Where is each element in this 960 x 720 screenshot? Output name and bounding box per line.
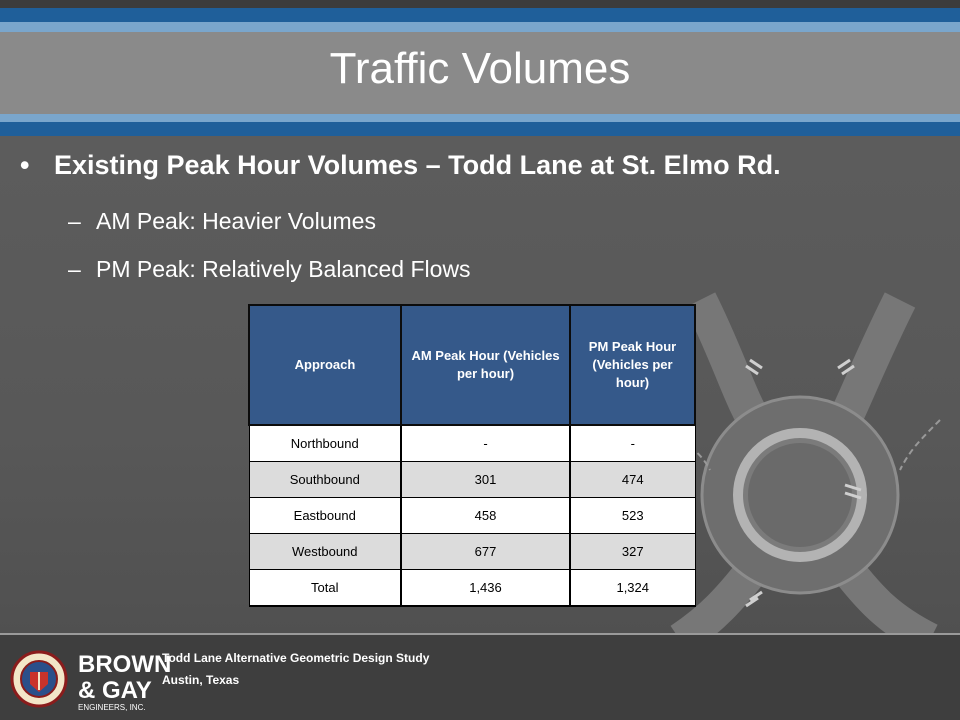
cell-pm: - bbox=[570, 425, 695, 462]
sub-dash: – bbox=[68, 208, 81, 234]
cell-am: 1,436 bbox=[401, 570, 570, 607]
cell-pm: 327 bbox=[570, 534, 695, 570]
sub-bullet-text: PM Peak: Relatively Balanced Flows bbox=[96, 256, 471, 282]
top-dark-band bbox=[0, 0, 960, 8]
cell-am: - bbox=[401, 425, 570, 462]
cell-approach: Southbound bbox=[249, 462, 401, 498]
slide-title: Traffic Volumes bbox=[329, 44, 631, 93]
bullet-dot: • bbox=[20, 150, 30, 180]
table-row bbox=[249, 425, 695, 462]
table-row bbox=[249, 534, 695, 570]
sub-dash: – bbox=[68, 256, 81, 282]
table-row bbox=[249, 570, 695, 607]
cell-am: 677 bbox=[401, 534, 570, 570]
header-am-peak: AM Peak Hour (Vehicles per hour) bbox=[401, 305, 570, 425]
top-light-band bbox=[0, 22, 960, 32]
city-seal-icon bbox=[10, 650, 68, 708]
volume-table bbox=[248, 304, 696, 607]
table-header-row bbox=[249, 305, 695, 425]
top-blue-band bbox=[0, 8, 960, 22]
header-approach: Approach bbox=[249, 305, 401, 425]
table-row bbox=[249, 462, 695, 498]
cell-pm: 1,324 bbox=[570, 570, 695, 607]
header-pm-peak: PM Peak Hour (Vehicles per hour) bbox=[570, 305, 695, 425]
main-bullet-text: Existing Peak Hour Volumes – Todd Lane at St. Elmo Rd. bbox=[54, 150, 781, 180]
brown-gay-logo bbox=[78, 648, 172, 712]
sub-bullet-pm bbox=[68, 256, 471, 283]
sub-bullet-text: AM Peak: Heavier Volumes bbox=[96, 208, 376, 234]
cell-approach: Total bbox=[249, 570, 401, 607]
logo-gay-text: & GAY bbox=[78, 677, 152, 704]
cell-am: 458 bbox=[401, 498, 570, 534]
cell-pm: 523 bbox=[570, 498, 695, 534]
cell-approach: Eastbound bbox=[249, 498, 401, 534]
lower-light-band bbox=[0, 114, 960, 122]
footer-location: Austin, Texas bbox=[162, 673, 240, 687]
cell-approach: Northbound bbox=[249, 425, 401, 462]
cell-pm: 474 bbox=[570, 462, 695, 498]
sub-bullet-am bbox=[68, 208, 376, 235]
logo-engineers-text: ENGINEERS, INC. bbox=[78, 703, 146, 712]
table-row bbox=[249, 498, 695, 534]
cell-am: 301 bbox=[401, 462, 570, 498]
lower-blue-band bbox=[0, 122, 960, 136]
footer-study-title: Todd Lane Alternative Geometric Design Study bbox=[162, 651, 430, 665]
cell-approach: Westbound bbox=[249, 534, 401, 570]
main-bullet bbox=[20, 150, 781, 181]
logo-brown-text: BROWN bbox=[78, 651, 172, 678]
